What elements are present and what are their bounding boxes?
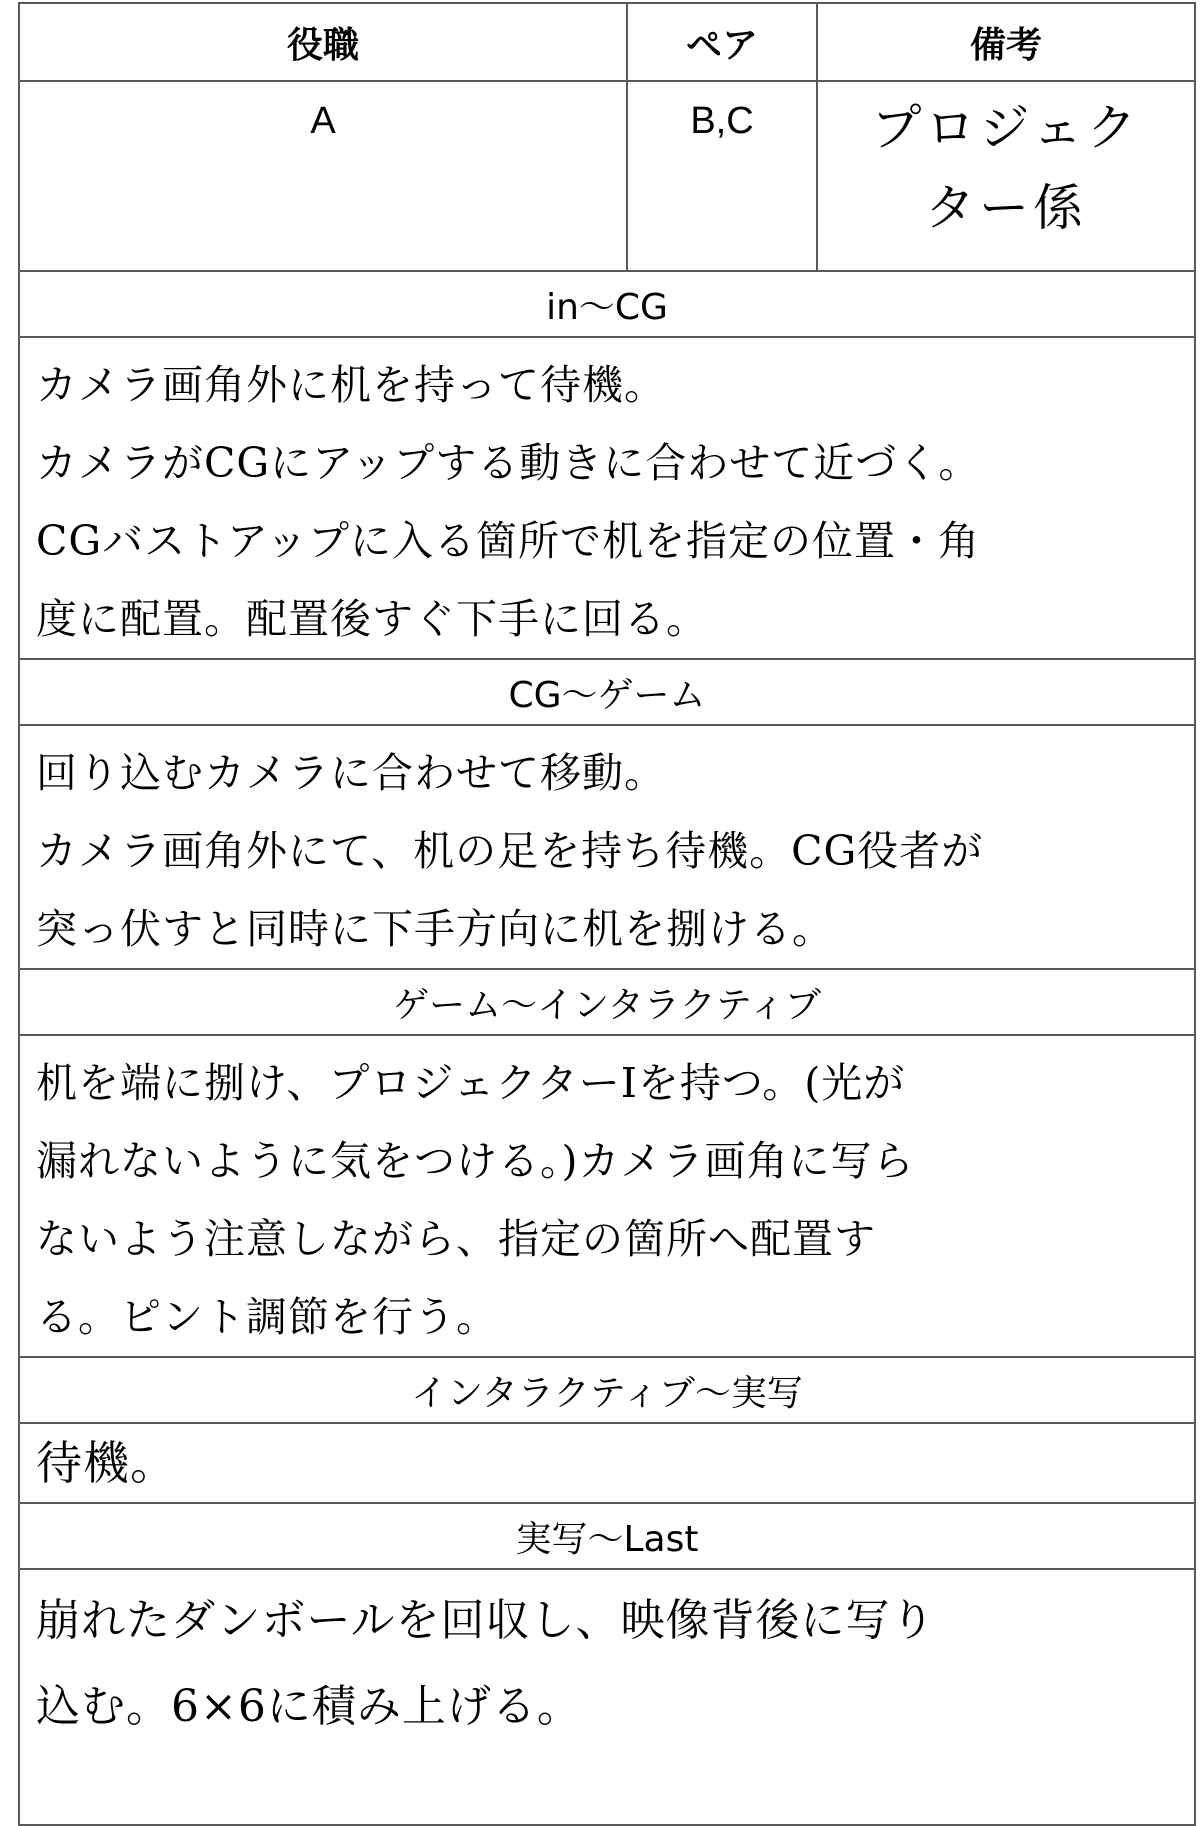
body-line: 突っ伏すと同時に下手方向に机を捌ける。 [36,905,834,953]
role-value: A [19,81,627,271]
body-line: CGバストアップに入る箇所で机を指定の位置・角 [36,517,981,565]
info-row [19,81,1195,271]
body-line: カメラがCGにアップする動きに合わせて近づく。 [36,439,981,487]
header-pair: ペア [627,3,817,81]
note-line: ター係 [925,179,1087,237]
body-line: 待機。 [36,1436,177,1490]
body-line: ないよう注意しながら、指定の箇所へ配置す [36,1215,876,1263]
body-line: 込む。6×6に積み上げる。 [36,1681,582,1732]
body-line: 回り込むカメラに合わせて移動。 [36,749,666,797]
cue-table [18,2,1196,1826]
body-line: 漏れないように気をつける。)カメラ画角に写ら [36,1137,915,1185]
body-line: る。ピント調節を行う。 [36,1293,498,1341]
header-row [19,3,1195,81]
section-title-row [19,1357,1195,1423]
section-title: CG～ゲーム [19,659,1195,725]
note-value [817,81,1195,271]
section-title-row [19,659,1195,725]
section-title-row [19,271,1195,337]
body-line: カメラ画角外に机を持って待機。 [36,361,666,409]
body-line: 机を端に捌け、プロジェクターⅠを持つ。(光が [36,1059,906,1107]
section-body [19,1035,1195,1357]
section-body-row [19,1035,1195,1357]
section-title-row [19,1503,1195,1569]
body-line: 崩れたダンボールを回収し、映像背後に写り [36,1595,936,1646]
section-body-row [19,1569,1195,1825]
section-title: インタラクティブ～実写 [19,1357,1195,1423]
header-role: 役職 [19,3,627,81]
section-title-row [19,969,1195,1035]
section-title: 実写～Last [19,1503,1195,1569]
section-body-row [19,1423,1195,1503]
section-body-row [19,337,1195,659]
section-body [19,337,1195,659]
body-line: カメラ画角外にて、机の足を持ち待機。CG役者が [36,827,984,875]
note-line: プロジェク [871,99,1141,157]
section-body [19,1569,1195,1825]
pair-value: B,C [627,81,817,271]
header-note: 備考 [817,3,1195,81]
section-body [19,1423,1195,1503]
section-body [19,725,1195,969]
section-title: ゲーム～インタラクティブ [19,969,1195,1035]
section-title: in～CG [19,271,1195,337]
body-line: 度に配置。配置後すぐ下手に回る。 [36,595,708,643]
section-body-row [19,725,1195,969]
